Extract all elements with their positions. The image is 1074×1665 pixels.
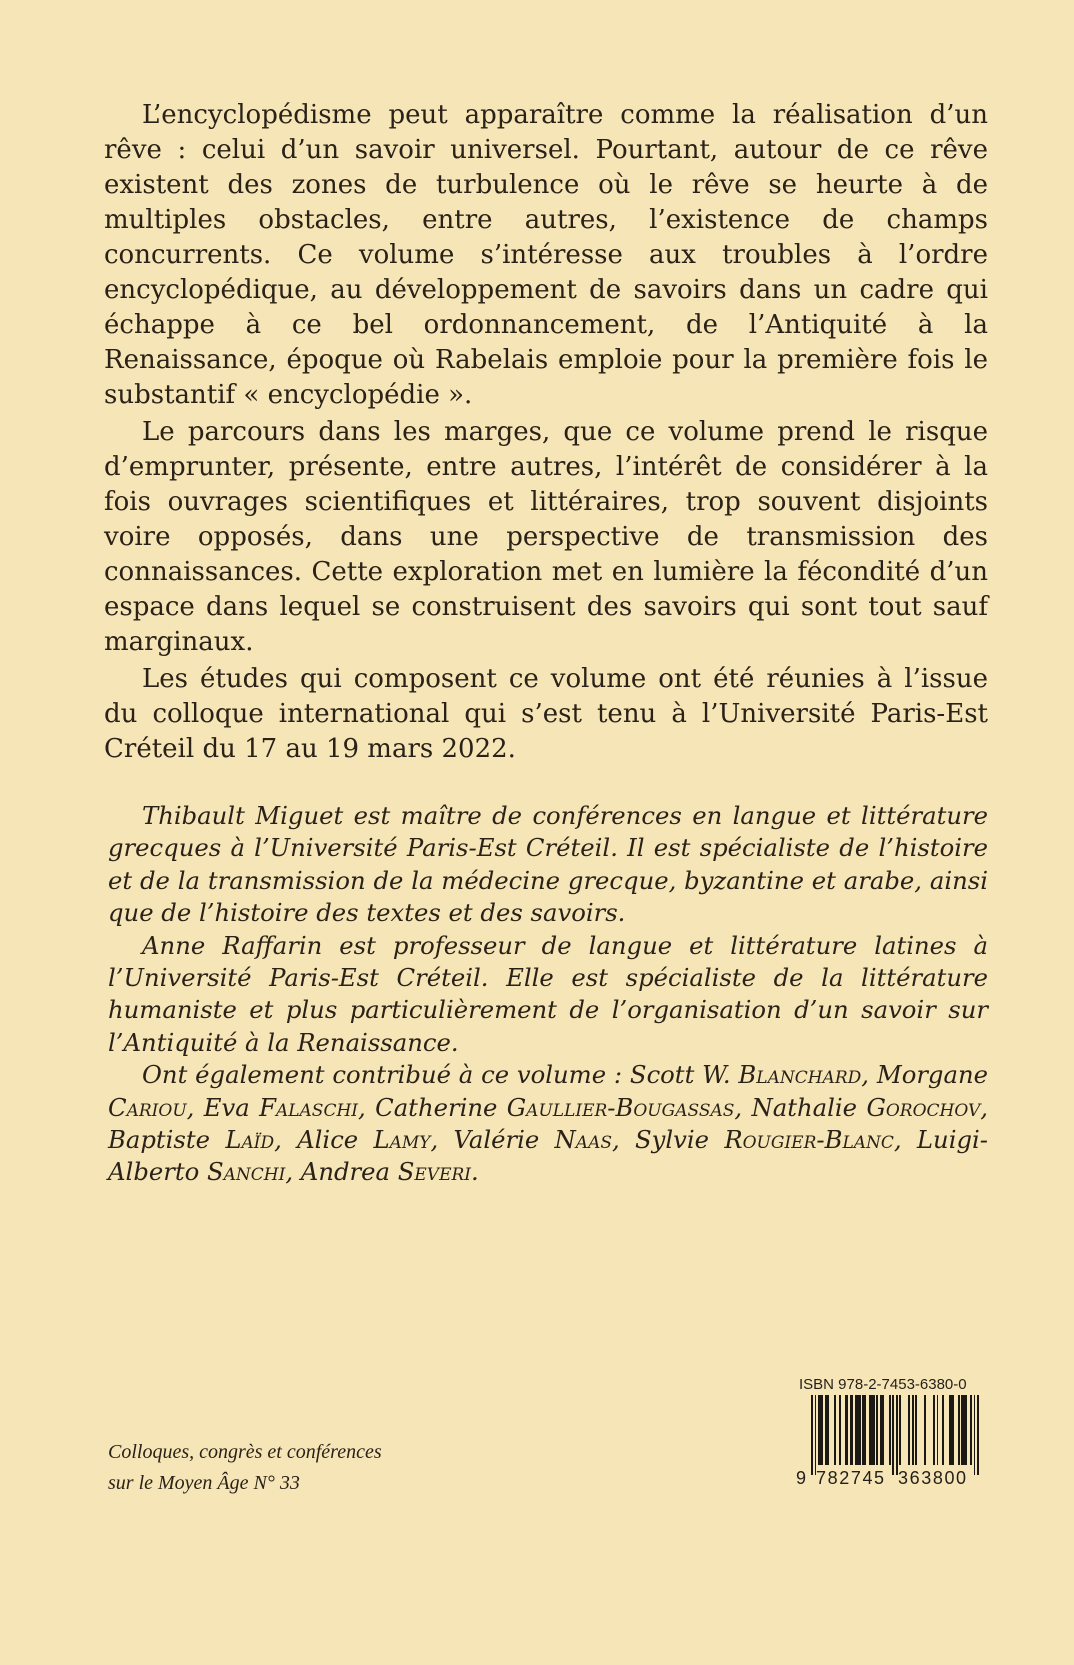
barcode-bar [876,1395,878,1465]
barcode-bar [933,1395,935,1465]
contributor-last-name: Rougier-Blanc [724,1125,894,1155]
contributor-name [375,1093,734,1122]
barcode-digits [794,1468,990,1488]
barcode-bar [896,1395,898,1475]
series-line-2: sur le Moyen Âge N° 33 [108,1472,300,1494]
book-summary [104,98,988,767]
contributor-names: Scott W. Blanchard, Morgane Cariou, Eva Falaschi, Catherine Gaullier-Bougassas, Nathalie Gorochov, Baptiste Laïd, Alice Lamy, Valérie Naas, Sylvie Rougier-Blanc, Luigi-Alberto Sanchi, Andrea Severi. [108,1060,989,1187]
contributor-first-name: Morgane [876,1060,988,1090]
barcode-bar [899,1395,901,1465]
barcode-bar [864,1395,866,1465]
author-bio-miguet: Thibault Miguet est maître de conférences en langue et littérature grecques à l’Université Paris-Est Créteil. Il est spécialiste de l’histoire et de la transmission de la médecine grecque, byzantine et arabe, ainsi que de l’histoire des textes et des savoirs. [108,801,988,928]
barcode-digits-right: 363800 [898,1468,968,1488]
contributor-name [301,1157,471,1186]
isbn-label: ISBN 978-2-7453-6380-0 [799,1376,967,1393]
contributor-last-name: Naas [554,1125,612,1155]
contributor-name [635,1125,894,1154]
barcode-bar [915,1395,917,1465]
barcode-bar [882,1395,884,1465]
barcode-digits-left: 782745 [816,1468,886,1488]
contributor-first-name: Luigi-Alberto [108,1125,989,1187]
contributor-last-name: Gaullier-Bougassas [506,1092,735,1122]
barcode-bar [815,1395,817,1475]
barcode-bar [908,1395,910,1465]
contributor-name [630,1060,861,1089]
contributor-first-name: Sylvie [635,1125,725,1155]
isbn-barcode [794,1376,990,1488]
contributor-first-name: Valérie [453,1125,555,1155]
contributor-name [752,1093,981,1122]
barcode-bar [924,1395,926,1465]
barcode-bar [827,1395,829,1465]
barcode-digit-first: 9 [796,1468,807,1488]
barcode-bar [937,1395,939,1465]
barcode-bar [822,1395,824,1465]
barcode-bar [965,1395,967,1465]
contributor-first-name: Nathalie [751,1092,867,1122]
contributor-first-name: Scott W. [629,1060,739,1090]
barcode-bar [839,1395,841,1465]
barcode-bar [977,1395,979,1475]
barcode-bar [834,1395,836,1465]
barcode-bar [873,1395,875,1465]
barcode-bar [811,1395,813,1475]
barcode-bar [912,1395,914,1465]
barcode-bar [892,1395,894,1475]
contributor-last-name: Cariou [108,1092,187,1122]
contributor-first-name: Catherine [375,1092,507,1122]
contributor-name [454,1125,612,1154]
contributors-list [108,1059,988,1189]
contributor-name [297,1125,430,1154]
summary-paragraph: L’encyclopédisme peut apparaître comme la réalisation d’un rêve : celui d’un savoir universel. Pourtant, autour de ce rêve existent des zones de turbulence où le rêve se heurte à de multiples obstacles, entre autres, l’existence de champs concurrents. Ce volume s’intéresse aux troubles à l’ordre encyclopédique, au développement de savoirs dans un cadre qui échappe à ce bel ordonnancement, de l’Antiquité à la Renaissance, époque où Rabelais emploie pour la première fois le substantif « encyclopédie ». [104,100,988,410]
contributor-last-name: Falaschi [259,1092,358,1122]
contributor-last-name: Blanchard [738,1060,862,1090]
barcode-bar [958,1395,960,1465]
contributor-last-name: Severi [397,1157,472,1187]
contributor-name [204,1093,358,1122]
author-bio-raffarin: Anne Raffarin est professeur de langue et littérature latines à l’Université Paris-Est Créteil. Elle est spécialiste de la littérature humaniste et plus particulièrement de l’organisation d’un savoir sur l’Antiquité à la Renaissance. [108,930,988,1057]
contributor-first-name: Andrea [300,1157,398,1187]
barcode-bar [942,1395,944,1465]
contributor-last-name: Gorochov [866,1092,981,1122]
contributor-name [108,1125,274,1154]
barcode-bars [811,1395,979,1465]
barcode-bar [852,1395,854,1465]
contributor-last-name: Sanchi [206,1157,286,1187]
contributor-last-name: Lamy [373,1125,431,1155]
barcode-bar [952,1395,954,1465]
contributor-last-name: Laïd [225,1125,275,1155]
summary-paragraph: Les études qui composent ce volume ont été réunies à l’issue du colloque international qui s’est tenu à l’Université Paris-Est Créteil du 17 au 19 mars 2022. [104,664,988,764]
barcode-bar [889,1395,891,1465]
series-info [108,1437,528,1499]
barcode-bar [859,1395,861,1465]
author-notes [108,800,988,1189]
barcode-bar [846,1395,848,1465]
contributor-first-name: Baptiste [108,1125,226,1155]
contributor-first-name: Eva [203,1092,260,1122]
contributors-intro: Ont également contribué à ce volume : [142,1060,630,1090]
summary-paragraph: Le parcours dans les marges, que ce volume prend le risque d’emprunter, présente, entre autres, l’intérêt de considérer à la fois ouvrages scientifiques et littéraires, trop souvent disjoints voire opposés, dans une perspective de transmission des connaissances. Cette exploration met en lumière la fécondité d’un espace dans lequel se construisent des savoirs qui sont tout sauf marginaux. [104,417,988,657]
barcode-bar [974,1395,976,1475]
barcode-bar [970,1395,972,1465]
series-line-1: Colloques, congrès et conférences [108,1441,382,1463]
contributor-first-name: Alice [297,1125,374,1155]
